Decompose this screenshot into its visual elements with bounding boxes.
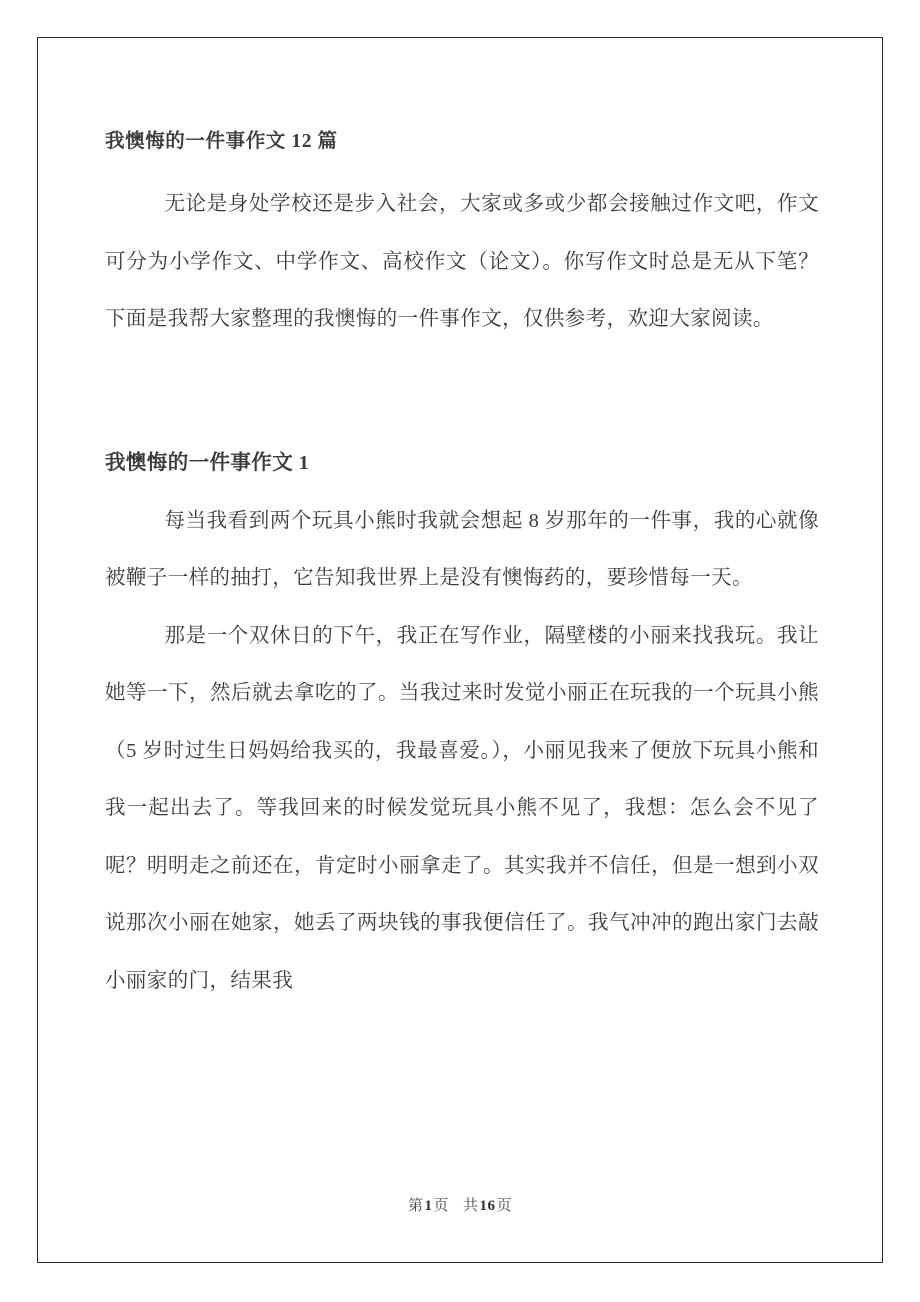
paragraph-spacer — [105, 349, 819, 407]
body-paragraph-1: 每当我看到两个玩具小熊时我就会想起 8 岁那年的一件事，我的心就像被鞭子一样的抽打，它告知我世界上是没有懊悔药的，要珍惜每一天。 — [105, 509, 819, 589]
footer-page-number: 1 — [424, 1198, 433, 1214]
footer-total-unit: 页 — [496, 1198, 513, 1214]
body-paragraph-2: 那是一个双休日的下午，我正在写作业，隔壁楼的小丽来找我玩。我让她等一下，然后就去拿吃的了。当我过来时发觉小丽正在玩我的一个玩具小熊（5 岁时过生日妈妈给我买的，我最喜爱。），小丽见我来了便放下玩具小熊和我一起出去了。等我回来的时候发觉玩具小熊不见了，我想：怎么会不见了呢？明明走之前还在，肯定时小丽拿走了。其实我并不信任，但是一想到小双说那次小丽在她家，她丢了两块钱的事我便信任了。我气冲冲的跑出家门去敲小丽家的门，结果我 — [105, 624, 819, 992]
intro-paragraph: 无论是身处学校还是步入社会，大家或多或少都会接触过作文吧，作文可分为小学作文、中学作文、高校作文（论文）。你写作文时总是无从下笔？下面是我帮大家整理的我懊悔的一件事作文，仅供参考，欢迎大家阅读。 — [105, 193, 819, 330]
footer-page-unit: 页 — [433, 1198, 449, 1214]
footer-total-prefix: 共 — [463, 1198, 479, 1214]
page-footer — [37, 1196, 883, 1216]
footer-total-pages: 16 — [479, 1198, 496, 1214]
footer-page-prefix: 第 — [407, 1198, 424, 1214]
paragraph-spacer-half — [105, 406, 819, 435]
section-heading: 我懊悔的一件事作文 1 — [105, 452, 310, 474]
document-content — [105, 122, 819, 1010]
page-title: 我懊悔的一件事作文 12 篇 — [105, 131, 338, 152]
